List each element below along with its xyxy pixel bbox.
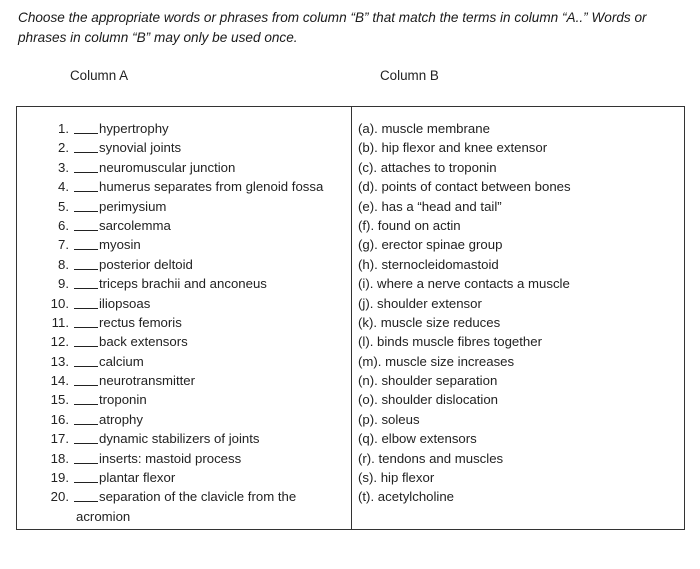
item-number: 5. xyxy=(58,198,69,214)
answer-blank[interactable] xyxy=(74,249,98,250)
answer-blank[interactable] xyxy=(74,211,98,212)
column-a-item xyxy=(17,216,351,235)
answer-blank[interactable] xyxy=(74,269,98,270)
item-number: 20. xyxy=(50,489,69,505)
column-b-option: (f). found on actin xyxy=(358,217,461,233)
item-number: 4. xyxy=(58,179,69,195)
column-a-item xyxy=(17,255,351,274)
answer-blank[interactable] xyxy=(74,385,98,386)
item-term: neurotransmitter xyxy=(99,373,196,389)
item-number: 3. xyxy=(58,159,69,175)
item-number: 13. xyxy=(50,353,69,369)
column-b-option: (p). soleus xyxy=(358,411,420,427)
item-term: humerus separates from glenoid fossa xyxy=(99,179,324,195)
column-b-option: (a). muscle membrane xyxy=(358,121,490,136)
column-a-list xyxy=(17,107,352,529)
column-b-option: (m). muscle size increases xyxy=(358,353,515,369)
column-a-item xyxy=(17,390,351,409)
column-a-item xyxy=(17,332,351,351)
column-a-item-continuation: acromion xyxy=(76,508,131,524)
column-a-header: Column A xyxy=(70,68,129,83)
item-term: synovial joints xyxy=(99,140,182,156)
column-b-option: (h). sternocleidomastoid xyxy=(358,256,499,272)
column-b-option: (t). acetylcholine xyxy=(358,489,455,505)
answer-blank[interactable] xyxy=(74,443,98,444)
item-number: 19. xyxy=(50,470,69,486)
answer-blank[interactable] xyxy=(74,463,98,464)
item-number: 15. xyxy=(50,392,69,408)
item-term: sarcolemma xyxy=(99,217,171,233)
item-number: 9. xyxy=(58,276,69,292)
item-term: iliopsoas xyxy=(99,295,151,311)
item-term: inserts: mastoid process xyxy=(99,450,242,466)
column-b-option: (c). attaches to troponin xyxy=(358,159,497,175)
column-a-item xyxy=(17,177,351,196)
column-b-option: (k). muscle size reduces xyxy=(358,314,501,330)
answer-blank[interactable] xyxy=(74,327,98,328)
item-number: 12. xyxy=(50,334,69,350)
column-b-option: (b). hip flexor and knee extensor xyxy=(358,140,548,156)
column-b-option: (j). shoulder extensor xyxy=(358,295,482,311)
item-term: posterior deltoid xyxy=(99,256,193,272)
item-term: perimysium xyxy=(99,198,167,214)
column-a-item xyxy=(17,449,351,468)
answer-blank[interactable] xyxy=(74,172,98,173)
column-a-item xyxy=(17,235,351,254)
column-b-option: (i). where a nerve contacts a muscle xyxy=(358,276,570,292)
item-term: separation of the clavicle from the xyxy=(99,489,297,505)
column-a-item xyxy=(17,138,351,157)
answer-blank[interactable] xyxy=(74,191,98,192)
answer-blank[interactable] xyxy=(74,404,98,405)
item-number: 16. xyxy=(50,411,69,427)
answer-blank[interactable] xyxy=(74,152,98,153)
instructions-text: Choose the appropriate words or phrases from column “B” that match the terms in column “A..” Words or phrases in column “B” may only be used once. xyxy=(18,10,647,45)
answer-blank[interactable] xyxy=(74,288,98,289)
column-a-item xyxy=(17,294,351,313)
column-b-option: (s). hip flexor xyxy=(358,470,435,486)
answer-blank[interactable] xyxy=(74,133,98,134)
item-number: 17. xyxy=(50,431,69,447)
item-term: calcium xyxy=(99,353,144,369)
column-b-header: Column B xyxy=(380,68,439,83)
item-term: rectus femoris xyxy=(99,314,182,330)
item-term: neuromuscular junction xyxy=(99,159,236,175)
column-a-item xyxy=(17,119,351,138)
item-term: hypertrophy xyxy=(99,121,169,136)
matching-table xyxy=(16,106,685,530)
column-b-option: (e). has a “head and tail” xyxy=(358,198,502,214)
column-a-item xyxy=(17,468,351,487)
column-b-option: (q). elbow extensors xyxy=(358,431,477,447)
column-b-list xyxy=(352,107,684,529)
item-number: 1. xyxy=(58,121,69,136)
column-a-item xyxy=(17,197,351,216)
item-term: dynamic stabilizers of joints xyxy=(99,431,260,447)
answer-blank[interactable] xyxy=(74,482,98,483)
column-a-item xyxy=(17,158,351,177)
item-term: triceps brachii and anconeus xyxy=(99,276,267,292)
answer-blank[interactable] xyxy=(74,230,98,231)
item-number: 7. xyxy=(58,237,69,253)
column-b-option: (d). points of contact between bones xyxy=(358,179,571,195)
answer-blank[interactable] xyxy=(74,501,98,502)
column-b-option: (l). binds muscle fibres together xyxy=(358,334,542,350)
item-number: 18. xyxy=(50,450,69,466)
column-b-option: (g). erector spinae group xyxy=(358,237,503,253)
column-b-option: (r). tendons and muscles xyxy=(358,450,504,466)
column-a-item xyxy=(17,313,351,332)
item-term: myosin xyxy=(99,237,141,253)
answer-blank[interactable] xyxy=(74,366,98,367)
item-term: atrophy xyxy=(99,411,143,427)
column-b-option: (o). shoulder dislocation xyxy=(358,392,499,408)
column-a-item xyxy=(17,274,351,293)
column-a-item xyxy=(17,371,351,390)
item-number: 11. xyxy=(51,314,69,330)
item-term: plantar flexor xyxy=(99,470,176,486)
answer-blank[interactable] xyxy=(74,346,98,347)
item-term: troponin xyxy=(99,392,147,408)
column-a-item xyxy=(17,487,351,506)
column-b-option: (n). shoulder separation xyxy=(358,373,498,389)
item-number: 10. xyxy=(50,295,69,311)
item-number: 14. xyxy=(50,373,69,389)
answer-blank[interactable] xyxy=(74,424,98,425)
item-number: 2. xyxy=(58,140,69,156)
column-a-item xyxy=(17,352,351,371)
item-term: back extensors xyxy=(99,334,188,350)
item-number: 8. xyxy=(58,256,69,272)
column-a-item xyxy=(17,429,351,448)
answer-blank[interactable] xyxy=(74,308,98,309)
column-a-item xyxy=(17,410,351,429)
item-number: 6. xyxy=(58,217,69,233)
